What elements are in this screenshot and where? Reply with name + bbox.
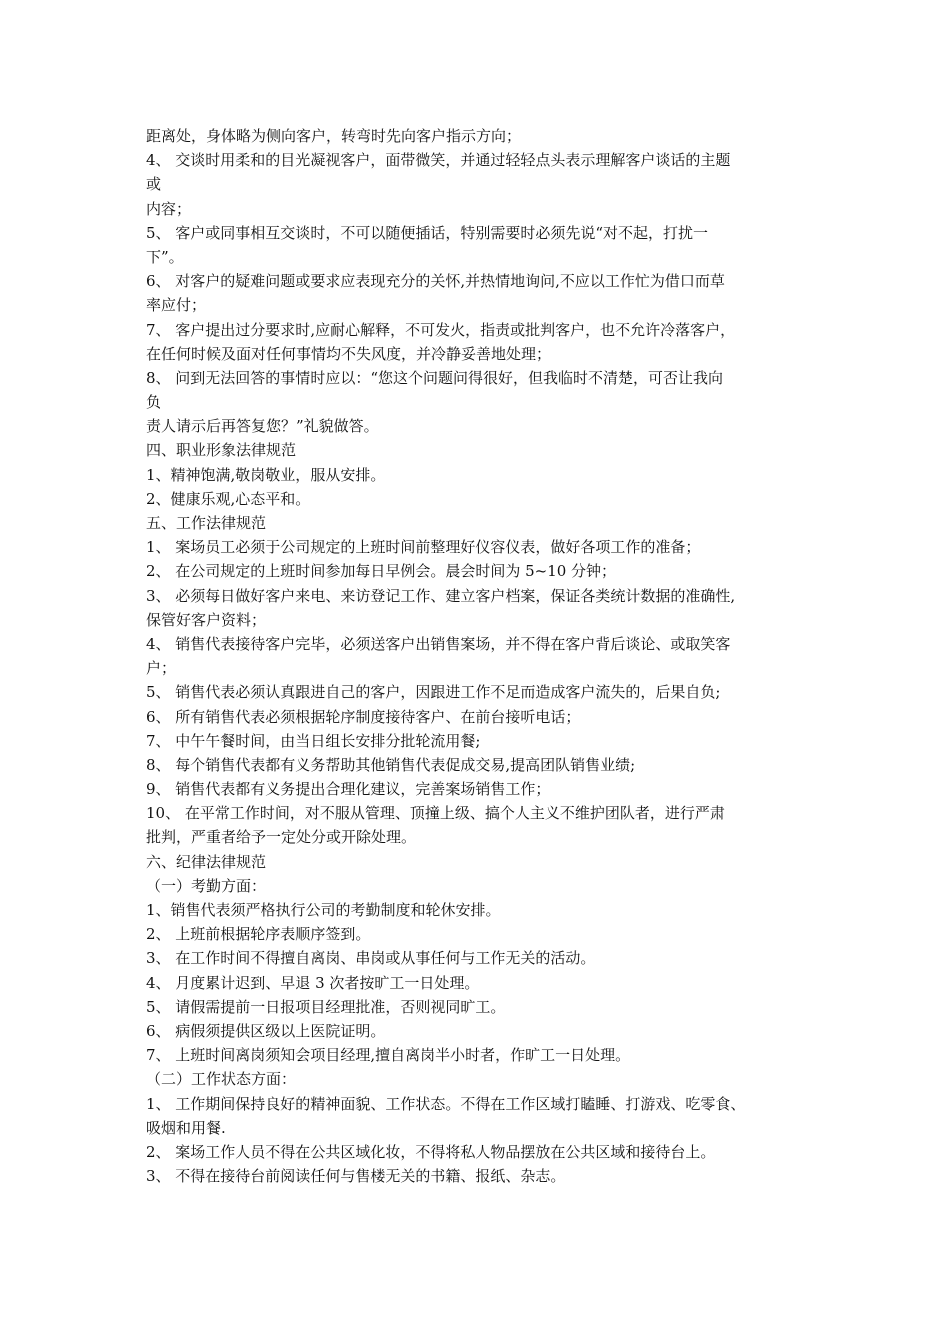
section-heading: 六、纪律法律规范 xyxy=(146,852,267,871)
text-line: 6、 对客户的疑难问题或要求应表现充分的关怀,并热情地询问,不应以工作忙为借口而草 xyxy=(146,272,725,291)
text-line: 批判，严重者给予一定处分或开除处理。 xyxy=(146,828,417,847)
text-line: 1、 工作期间保持良好的精神面貌、工作状态。不得在工作区域打瞌睡、打游戏、吃零食、 xyxy=(146,1094,746,1113)
section-heading: 五、工作法律规范 xyxy=(146,514,267,532)
text-line: 4、 月度累计迟到、早退 3 次者按旷工一日处理。 xyxy=(146,973,480,992)
document-body xyxy=(146,124,826,1188)
text-line: 距离处，身体略为侧向客户，转弯时先向客户指示方向； xyxy=(146,127,522,145)
section-heading: 四、职业形象法律规范 xyxy=(146,441,297,460)
text-line: 户； xyxy=(146,659,177,678)
text-line: 内容； xyxy=(146,199,192,218)
text-line: 2、 案场工作人员不得在公共区域化妆，不得将私人物品摆放在公共区域和接待台上。 xyxy=(146,1142,716,1161)
text-line: 7、 客户提出过分要求时,应耐心解释，不可发火，指责或批判客户，也不允许冷落客户， xyxy=(146,320,736,339)
text-line: 2、 在公司规定的上班时间参加每日早例会。晨会时间为 5~10 分钟； xyxy=(146,562,617,581)
text-line: 在任何时候及面对任何事情均不失风度，并冷静妥善地处理； xyxy=(146,344,552,363)
text-line: 吸烟和用餐. xyxy=(146,1118,226,1137)
text-line: 5、 请假需提前一日报项目经理批准，否则视同旷工。 xyxy=(146,997,506,1016)
text-line: 负 xyxy=(146,393,162,412)
text-line: 1、销售代表须严格执行公司的考勤制度和轮休安排。 xyxy=(146,901,501,919)
text-line: 10、 在平常工作时间，对不服从管理、顶撞上级、搞个人主义不维护团队者，进行严肃 xyxy=(146,804,725,823)
text-line: 5、 销售代表必须认真跟进自己的客户，因跟进工作不足而造成客户流失的，后果自负; xyxy=(146,683,721,702)
text-line: 4、 交谈时用柔和的目光凝视客户，面带微笑，并通过轻轻点头表示理解客户谈话的主题 xyxy=(146,151,731,170)
text-line: 7、 上班时间离岗须知会项目经理,擅自离岗半小时者，作旷工一日处理。 xyxy=(146,1046,631,1065)
text-line: 3、 不得在接待台前阅读任何与售楼无关的书籍、报纸、杂志。 xyxy=(146,1167,566,1186)
text-line: 2、健康乐观,心态平和。 xyxy=(146,489,311,508)
text-line: 3、 在工作时间不得擅自离岗、串岗或从事任何与工作无关的活动。 xyxy=(146,949,596,968)
text-line: 或 xyxy=(146,175,162,194)
text-line: 8、 每个销售代表都有义务帮助其他销售代表促成交易,提高团队销售业绩; xyxy=(146,755,636,774)
text-line: 6、 所有销售代表必须根据轮序制度接待客户、在前台接听电话； xyxy=(146,707,581,726)
text-line: 率应付； xyxy=(146,296,207,315)
text-line: 8、 问到无法回答的事情时应以：“您这个问题问得很好，但我临时不清楚，可否让我向 xyxy=(146,368,723,387)
text-line: 6、 病假须提供区级以上医院证明。 xyxy=(146,1021,386,1040)
subsection-heading: （一）考勤方面： xyxy=(146,876,267,895)
text-line: 3、 必须每日做好客户来电、来访登记工作、建立客户档案，保证各类统计数据的准确性, xyxy=(146,586,736,605)
text-line: 9、 销售代表都有义务提出合理化建议，完善案场销售工作； xyxy=(146,780,551,799)
text-line: 1、精神饱满,敬岗敬业，服从安排。 xyxy=(146,465,386,484)
text-line: 4、 销售代表接待客户完毕，必须送客户出销售案场，并不得在客户背后谈论、或取笑客 xyxy=(146,634,731,653)
text-line: 保管好客户资料； xyxy=(146,610,267,629)
text-line: 2、 上班前根据轮序表顺序签到。 xyxy=(146,925,371,944)
text-line: 责人请示后再答复您？”礼貌做答。 xyxy=(146,417,379,436)
text-line: 7、 中午午餐时间，由当日组长安排分批轮流用餐; xyxy=(146,731,481,750)
subsection-heading: （二）工作状态方面： xyxy=(146,1070,297,1089)
text-line: 5、 客户或同事相互交谈时，不可以随便插话，特别需要时必须先说“对不起，打扰一 xyxy=(146,223,708,242)
text-line: 1、 案场员工必须于公司规定的上班时间前整理好仪容仪表，做好各项工作的准备； xyxy=(146,538,701,557)
text-line: 下”。 xyxy=(146,247,184,266)
